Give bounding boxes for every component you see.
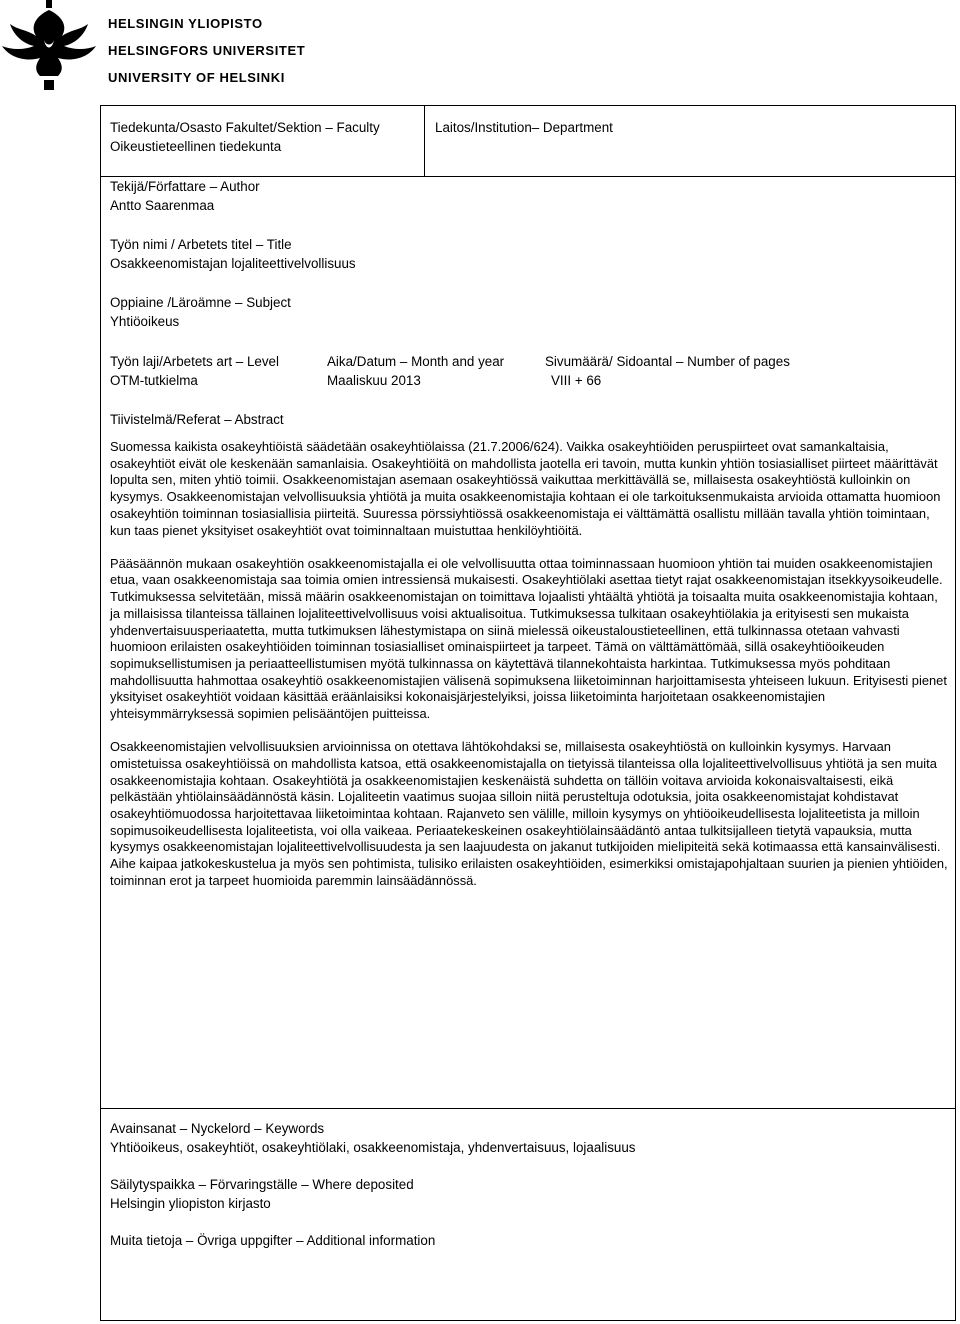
deposited-value: Helsingin yliopiston kirjasto bbox=[110, 1196, 271, 1211]
university-name-sv: HELSINGFORS UNIVERSITET bbox=[108, 43, 306, 58]
date-label: Aika/Datum – Month and year bbox=[327, 354, 505, 369]
abstract-paragraph: Pääsäännön mukaan osakeyhtiön osakkeenomistajalla ei ole velvollisuutta ottaa toiminnassaan huomioon yhtiön tai muiden osakkeenomistajien etua, vaan osakkeenomistaja saa toimia omien intressiensä mukaisesti. Osakeyhtiölaki asettaa tietyt rajat osakkeenomistajan itsekkyysoikeudelle. Tutkimuksessa selvitetään, missä määrin osakkeenomistajan on toimittava lojaalisti yhtäältä yhtiötä ja toisaalta muita osakkeenomistajia kohtaan, ja millaisissa tilanteissa tällainen lojaliteettivelvollisuus voisi aktualisoitua. Tutkimuksessa tulkitaan osakeyhtiölakia ja erityisesti sen mukaista yhdenvertaisuusperiaatetta, mutta tutkimuksen lähestymistapa on siinä mielessä oikeustaloustieteellinen, että tulkinnassa otetaan vahvasti huomioon erilaisten osakeyhtiöiden toiminnan tosiasialliset ominaispiirteet ja tarpeet. Tämä on välttämättömää, sillä osakeyhtiöoikeuden sopimuksellistumisen ja periaatteellistumisen myötä tulkinnassa on käytettävä tilannekohtaista harkintaa. Tutkimuksessa myös pohditaan mahdollisuutta hahmottaa osakeyhtiö osakkeenomistajien välisenä sopimuksena liiketoiminnan harjoittamisesta yhteiseen lukuun. Erityisesti pienet yksityiset osakeyhtiöt voidaan käsittää eräänlaisiksi kokonaisjärjestelyiksi, joissa liiketoiminta harjoitetaan osakkeenomistajien yhteisymmärryksessä sopimien pelisääntöjen puitteissa. bbox=[110, 555, 947, 722]
level-value: OTM-tutkielma bbox=[110, 373, 198, 388]
faculty-value: Oikeustieteellinen tiedekunta bbox=[110, 139, 282, 154]
pages-value: VIII + 66 bbox=[551, 373, 602, 388]
title-value: Osakkeenomistajan lojaliteettivelvollisuus bbox=[110, 256, 356, 271]
author-label: Tekijä/Författare – Author bbox=[110, 179, 260, 194]
author-value: Antto Saarenmaa bbox=[110, 198, 215, 213]
university-name-en: UNIVERSITY OF HELSINKI bbox=[108, 70, 285, 85]
pages-label: Sivumäärä/ Sidoantal – Number of pages bbox=[545, 354, 790, 369]
abstract-label: Tiivistelmä/Referat – Abstract bbox=[110, 412, 284, 427]
abstract-paragraph: Osakkeenomistajien velvollisuuksien arvioinnissa on otettava lähtökohdaksi se, millaisesta osakeyhtiöstä on kulloinkin kysymys. Harvaan omistetuissa osakeyhtiöissä on mahdollista katsoa, että osakkeenomistajalla on tietyissä tilanteissa olla lojaliteettivelvollisuus yhtiötä ja sen muita osakkeenomistajia kohtaan. Osakeyhtiötä ja osakkeenomistajien keskenäistä suhdetta on tällöin voitava arvioida kokonaisvaltaisesti, eikä pelkästään yhtiölainsäädännöstä käsin. Lojaliteetin vaatimus suojaa silloin niitä perusteltuja odotuksia, joita osakkeenomistajat kohdistavat osakeyhtiömuodossa harjoitettavaa liiketoimintaa kohtaan. Rajanveto sen välille, milloin kysymys on yhtiöoikeudellisesta lojaliteetista ja milloin sopimusoikeudellisesta lojaliteetista, voi olla vaikeaa. Periaatekeskeinen osakeyhtiölainsäädäntö antaa tulkitsijalleen tietytä vapauksia, mutta kysymys osakkeenomistajan lojaliteettivelvollisuudesta ja sen laajuudesta on jakanut tutkijoiden mielipiteitä sekä kotimaassa että kansainvälisesti. Aihe kaipaa jatkokeskustelua ja myös sen pohtimista, tulisiko erilaisten osakeyhtiöiden, esimerkiksi omistajapohjaltaan suurien ja pienien yhtiöiden, toiminnan erot ja tarpeet huomioida paremmin lainsäädännössä. bbox=[110, 739, 948, 888]
abstract-form bbox=[100, 105, 956, 1321]
title-label: Työn nimi / Arbetets titel – Title bbox=[110, 237, 292, 252]
flame-emblem-icon bbox=[0, 0, 100, 95]
subject-label: Oppiaine /Läroämne – Subject bbox=[110, 295, 291, 310]
keywords-divider bbox=[101, 1108, 955, 1109]
keywords-label: Avainsanat – Nyckelord – Keywords bbox=[110, 1121, 325, 1136]
faculty-divider bbox=[424, 106, 425, 176]
deposited-label: Säilytyspaikka – Förvaringställe – Where deposited bbox=[110, 1177, 414, 1192]
date-value: Maaliskuu 2013 bbox=[327, 373, 421, 388]
level-label: Työn laji/Arbetets art – Level bbox=[110, 354, 279, 369]
faculty-label: Tiedekunta/Osasto Fakultet/Sektion – Faculty bbox=[110, 120, 380, 135]
keywords-value: Yhtiöoikeus, osakeyhtiöt, osakeyhtiölaki, osakkeenomistaja, yhdenvertaisuus, lojaalisuus bbox=[110, 1140, 636, 1155]
university-logo bbox=[0, 0, 306, 95]
abstract-text bbox=[110, 439, 950, 906]
additional-info-label: Muita tietoja – Övriga uppgifter – Additional information bbox=[110, 1233, 436, 1248]
subject-value: Yhtiöoikeus bbox=[110, 314, 180, 329]
university-name-fi: HELSINGIN YLIOPISTO bbox=[108, 16, 263, 31]
abstract-paragraph: Suomessa kaikista osakeyhtiöistä säädetään osakeyhtiölaissa (21.7.2006/624). Vaikka osakeyhtiöiden peruspiirteet ovat samankaltaisia, osakeyhtiöt eivät ole keskenään samanlaisia. Osakeyhtiöitä on mahdollista jaotella eri tavoin, mutta kunkin yhtiön tosiasialliset piirteet määrittävät lopulta sen, miten yhtiö toimii. Osakkeenomistajan asemaan osakeyhtiössä vaikuttaa merkittävällä se, millaisesta osakeyhtiöstä kulloinkin on kysymys. Osakkeenomistajan velvollisuuksia yhtiötä ja muita osakkeenomistajia kohtaan ei ole tarkoituksenmukaista arvioida ottamatta huomioon osakeyhtiön toiminnan tosiasiallisia piirteitä. Suuressa pörssiyhtiössä osakkeenomistaja ei välttämättä osallistu millään tavalla yhtiön toimintaan, kun taas pienet yksityiset osakeyhtiöt ovat toiminnaltaan muistuttaa henkilöyhtiöitä. bbox=[110, 439, 941, 538]
department-label: Laitos/Institution– Department bbox=[435, 120, 613, 135]
